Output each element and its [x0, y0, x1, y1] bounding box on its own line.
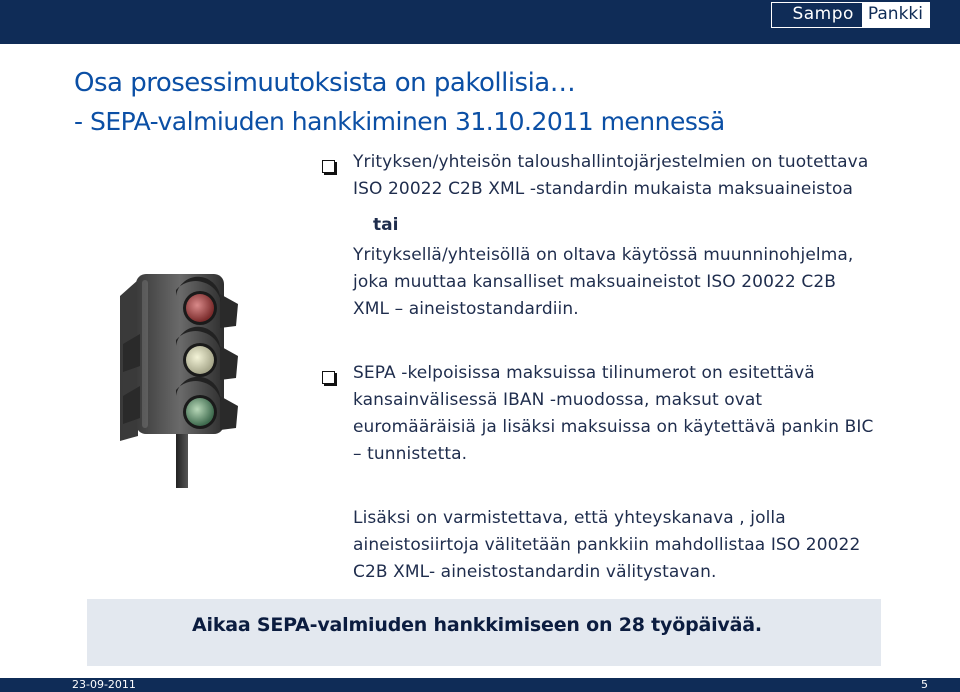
bullet2-line3: euromääräisiä ja lisäksi maksuissa on käytettävä pankin BIC: [353, 417, 874, 437]
logo-pankki-text: Pankki: [862, 3, 929, 27]
checkbox-bullet-icon: [322, 371, 335, 384]
alt-line3: XML – aineistostandardiin.: [353, 299, 579, 319]
bullet1-text: [353, 149, 868, 203]
alt-line1: Yrityksellä/yhteisöllä on oltava käytössä muunninohjelma,: [353, 245, 854, 265]
bullet1-line2: ISO 20022 C2B XML -standardin mukaista maksuaineistoa: [353, 179, 854, 199]
traffic-light-icon: [118, 266, 248, 492]
extra-line1: Lisäksi on varmistettava, että yhteyskanava , jolla: [353, 508, 786, 528]
bullet2-line4: – tunnistetta.: [353, 444, 468, 464]
or-label: tai: [373, 215, 399, 235]
extra-line3: C2B XML- aineistostandardin välitystavan.: [353, 562, 717, 582]
bullet2-line1: SEPA -kelpoisissa maksuissa tilinumerot on esitettävä: [353, 363, 815, 383]
page-number: 5: [921, 678, 928, 691]
extra-line2: aineistosiirtoja välitetään pankkiin mahdollistaa ISO 20022: [353, 535, 861, 555]
extra-text: [353, 505, 860, 586]
footer-date: 23-09-2011: [72, 678, 136, 691]
slide-subtitle: - SEPA-valmiuden hankkiminen 31.10.2011 mennessä: [74, 107, 725, 136]
bullet1-line1: Yrityksen/yhteisön taloushallintojärjestelmien on tuotettava: [353, 152, 869, 172]
footer-bar: [0, 678, 960, 692]
bullet2-text: [353, 360, 874, 468]
slide-title: Osa prosessimuutoksista on pakollisia…: [74, 68, 576, 98]
checkbox-bullet-icon: [322, 160, 335, 173]
alt-line2: joka muuttaa kansalliset maksuaineistot ISO 20022 C2B: [353, 272, 837, 292]
logo-sampo-text: Sampo: [772, 3, 861, 27]
sampo-pankki-logo: [771, 2, 930, 28]
bullet2-line2: kansainvälisessä IBAN -muodossa, maksut ovat: [353, 390, 763, 410]
alternative-text: [353, 242, 853, 323]
header-bar: [0, 0, 960, 44]
callout-text: Aikaa SEPA-valmiuden hankkimiseen on 28 työpäivää.: [192, 614, 762, 636]
